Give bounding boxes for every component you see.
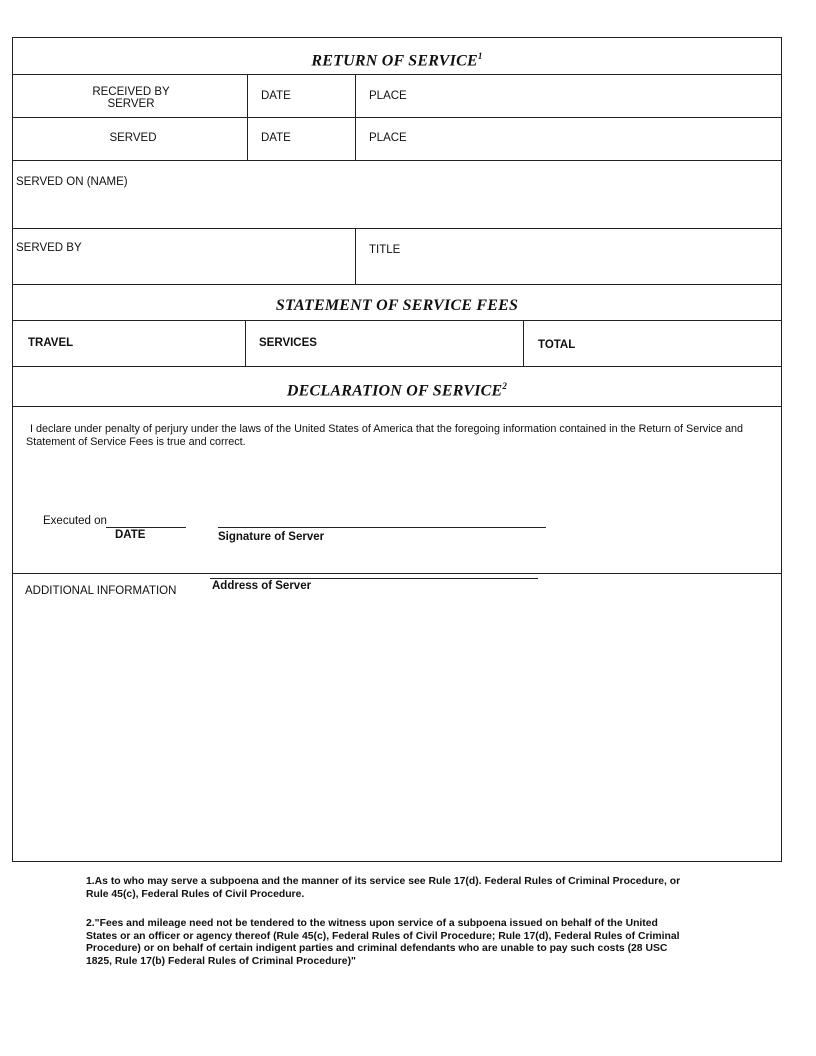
received-place-label: PLACE bbox=[369, 90, 407, 102]
footnote-2-line-3: Procedure) or on behalf of certain indigent parties and criminal defendants who are unable to pay such costs (28 USC bbox=[86, 943, 668, 954]
title-label: TITLE bbox=[369, 244, 401, 256]
served-by-row bbox=[13, 229, 781, 285]
return-of-service-title bbox=[13, 51, 781, 70]
footnote-1 bbox=[86, 876, 726, 901]
served-on-name-field[interactable] bbox=[13, 161, 781, 229]
travel-field[interactable] bbox=[13, 321, 245, 366]
served-by-field[interactable] bbox=[13, 229, 355, 284]
total-field[interactable] bbox=[523, 321, 781, 366]
received-by-server-label: RECEIVED BY SERVER bbox=[92, 86, 170, 110]
services-label: SERVICES bbox=[259, 337, 317, 349]
declaration-header bbox=[13, 367, 781, 407]
footnote-1-line-1: 1.As to who may serve a subpoena and the manner of its service see Rule 17(d). Federal Rules of Criminal Procedure, or bbox=[86, 876, 681, 887]
service-fees-row bbox=[13, 321, 781, 367]
declaration-title-text: DECLARATION OF SERVICE bbox=[286, 382, 503, 400]
total-label: TOTAL bbox=[538, 339, 576, 351]
return-of-service-footnote-ref: 1 bbox=[477, 51, 483, 61]
received-date-field[interactable] bbox=[247, 75, 355, 117]
title-field[interactable] bbox=[355, 229, 781, 284]
signature-line[interactable] bbox=[218, 527, 546, 528]
received-row bbox=[13, 75, 781, 118]
declaration-footnote-ref: 2 bbox=[502, 381, 508, 391]
received-by-server-cell bbox=[13, 75, 247, 117]
footnote-2-line-1: 2."Fees and mileage need not be tendered to the witness upon service of a subpoena issued on behalf of the United bbox=[86, 918, 658, 929]
footnote-2-line-4: 1825, Rule 17(b) Federal Rules of Criminal Procedure)" bbox=[86, 955, 356, 967]
additional-information-label: ADDITIONAL INFORMATION bbox=[25, 585, 177, 597]
received-date-label: DATE bbox=[261, 90, 291, 102]
footnote-1-line-2: Rule 45(c), Federal Rules of Civil Procedure. bbox=[86, 888, 305, 900]
travel-label: TRAVEL bbox=[28, 337, 74, 349]
declaration-text: I declare under penalty of perjury under the laws of the United States of America that the foregoing information contained in the Return of Service and Statement of Service Fees is true and correct. bbox=[26, 423, 744, 448]
served-on-name-label: SERVED ON (NAME) bbox=[16, 176, 128, 188]
date-label: DATE bbox=[115, 529, 146, 541]
executed-date-line[interactable] bbox=[106, 527, 186, 528]
declaration-title bbox=[13, 381, 781, 400]
served-place-field[interactable] bbox=[355, 118, 781, 160]
served-date-field[interactable] bbox=[247, 118, 355, 160]
address-of-server-label: Address of Server bbox=[212, 580, 312, 592]
served-by-label: SERVED BY bbox=[16, 242, 82, 254]
signature-of-server-label: Signature of Server bbox=[218, 531, 325, 543]
additional-information-field[interactable] bbox=[13, 574, 781, 861]
return-of-service-header bbox=[13, 38, 781, 75]
served-label: SERVED bbox=[109, 132, 157, 144]
served-cell bbox=[13, 118, 247, 160]
service-fees-header bbox=[13, 285, 781, 321]
service-fees-title: STATEMENT OF SERVICE FEES bbox=[275, 297, 519, 314]
return-of-service-title-text: RETURN OF SERVICE bbox=[311, 52, 478, 70]
footnote-2-line-2: States or an officer or agency thereof (Rule 45(c), Federal Rules of Civil Procedure; Rule 17(d), Federal Rules of Criminal bbox=[86, 930, 680, 942]
received-place-field[interactable] bbox=[355, 75, 781, 117]
served-date-label: DATE bbox=[261, 132, 291, 144]
served-row bbox=[13, 118, 781, 161]
return-of-service-form bbox=[12, 37, 782, 862]
executed-on-label: Executed on bbox=[43, 515, 107, 527]
services-field[interactable] bbox=[245, 321, 523, 366]
footnote-2 bbox=[86, 918, 726, 968]
served-place-label: PLACE bbox=[369, 132, 407, 144]
